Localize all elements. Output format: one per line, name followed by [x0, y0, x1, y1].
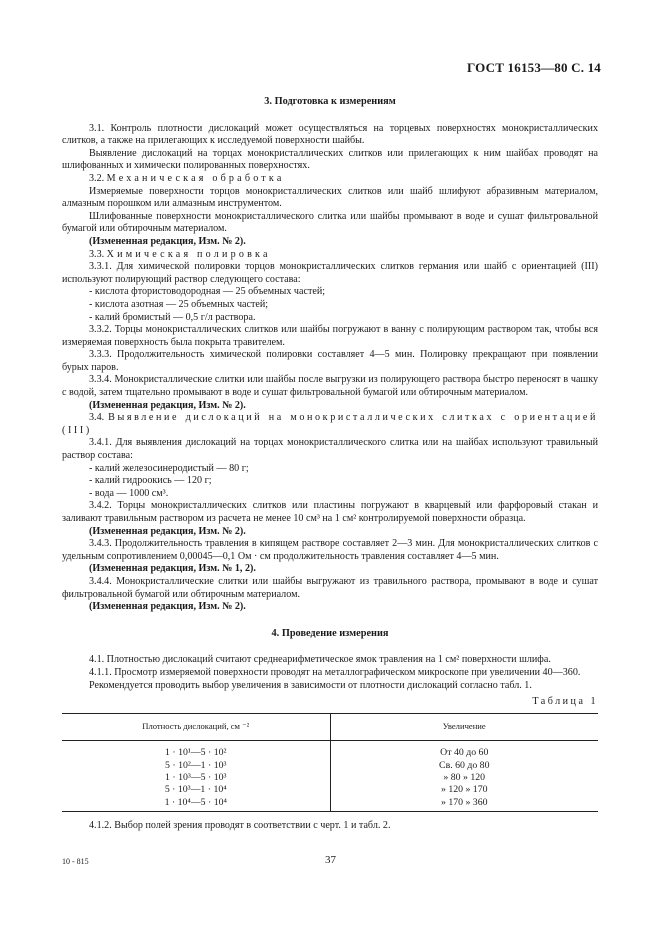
list-item: - кислота фтористоводородная — 25 объемных частей; — [89, 286, 326, 298]
list-item: - кислота азотная — 25 объемных частей; — [89, 298, 269, 310]
paragraph-3-3-4: 3.3.4. Монокристаллические слитки или шайбы после выгрузки из полирующего раствора быстро переносят в чашку с водой, затем тщательно промывают в воде и сушат фильтровальной бумагой или обтирочным материалом. — [62, 374, 598, 399]
magnification-cell: » 170 » 360 — [330, 797, 598, 812]
subsection-3-4-heading — [62, 412, 598, 437]
paragraph-3-2-washing: Шлифованные поверхности монокристаллического слитка или шайбы промывают в воде и сушат фильтровальной бумагой или обтирочным материалом. — [62, 210, 598, 235]
paragraph-3-4-1: 3.4.1. Для выявления дислокаций на торцах монокристаллического слитка или на шайбах используют травильный раствор состава: — [62, 437, 598, 462]
subsection-3-3-number: 3.3. — [89, 248, 105, 260]
paragraph-3-2-grinding: Измеряемые поверхности торцов монокристаллических слитков или шайб шлифуют абразивным материалом, алмазным порошком или алмазным инструментом. — [62, 185, 598, 210]
page-header: ГОСТ 16153—80 С. 14 — [467, 60, 601, 75]
magnification-cell: От 40 до 60 — [440, 747, 489, 759]
paragraph-3-3-2: 3.3.2. Торцы монокристаллических слитков или шайбы погружают в ванну с полирующим раствором так, чтобы вся измеряемая поверхность была покрыта травителем. — [62, 324, 598, 348]
density-cell: 5 · 10³—1 · 10⁴ — [62, 784, 330, 796]
paragraph-4-1-1-recommendation: Рекомендуется проводить выбор увеличения в зависимости от плотности дислокаций согласно табл. 1. — [89, 679, 532, 691]
magnification-cell: » 120 » 170 — [440, 784, 488, 796]
list-item: - вода — 1000 см³. — [89, 487, 169, 499]
table-row — [62, 760, 598, 772]
subsection-3-2-title: Механическая обработка — [106, 172, 285, 184]
page-number: 37 — [325, 854, 336, 866]
subsection-3-3-title: Химическая полировка — [106, 248, 271, 260]
magnification-cell: » 80 » 120 — [443, 771, 486, 783]
column-header-density: Плотность дислокаций, см ⁻² — [62, 713, 330, 741]
density-cell: 1 · 10³—5 · 10³ — [62, 772, 330, 784]
subsection-3-4-number: 3.4. — [89, 412, 105, 424]
density-cell: 5 · 10²—1 · 10³ — [62, 760, 330, 772]
density-cell: 1 · 10¹—5 · 10² — [62, 741, 330, 760]
subsection-3-3-heading — [62, 249, 598, 262]
paragraph-4-1-2: 4.1.2. Выбор полей зрения проводят в соответствии с черт. 1 и табл. 2. — [89, 819, 391, 831]
amendment-note: (Измененная редакция, Изм. № 1, 2). — [89, 563, 256, 575]
table-row — [62, 784, 598, 796]
amendment-note: (Измененная редакция, Изм. № 2). — [89, 601, 246, 613]
subsection-3-2-number: 3.2. — [89, 172, 105, 184]
amendment-note: (Измененная редакция, Изм. № 2). — [89, 235, 246, 247]
amendment-note: (Измененная редакция, Изм. № 2). — [89, 525, 246, 537]
paragraph-3-3-3: 3.3.3. Продолжительность химической полировки составляет 4—5 мин. Полировку прекращают при появлении бурых паров. — [62, 349, 598, 373]
column-header-magnification: Увеличение — [330, 713, 598, 741]
magnification-cell: Св. 60 до 80 — [439, 759, 490, 771]
footer-print-code: 10 - 815 — [62, 857, 89, 866]
table-label: Таблица 1 — [532, 696, 598, 708]
magnification-table — [62, 713, 598, 812]
table-row — [62, 797, 598, 812]
subsection-3-2-heading — [62, 173, 598, 186]
table-row — [62, 741, 598, 760]
list-item: - калий гидроокись — 120 г; — [89, 475, 212, 487]
paragraph-3-1-detection: Выявление дислокаций на торцах монокристаллических слитков или прилегающих к ним шайбах проводят на шлифованных и химически полированных поверхностях. — [62, 147, 598, 172]
section-4-title: 4. Проведение измерения — [271, 627, 389, 639]
amendment-note: (Измененная редакция, Изм. № 2). — [89, 399, 246, 411]
paragraph-3-4-3: 3.4.3. Продолжительность травления в кипящем растворе составляет 2—3 мин. Для монокристаллических слитков с удельным сопротивлением 0,00045—0,1 Ом · см продолжительность травления составляет 4—5 мин. — [62, 538, 598, 562]
table-row — [62, 772, 598, 784]
density-cell: 1 · 10⁴—5 · 10⁴ — [62, 797, 330, 812]
paragraph-3-1: 3.1. Контроль плотности дислокаций может осуществляться на торцевых поверхностях монокристаллических слитков, а также на прилегающих к исследуемой поверхности шайбы. — [62, 122, 598, 147]
list-item: - калий бромистый — 0,5 г/л раствора. — [89, 311, 256, 323]
paragraph-3-4-4: 3.4.4. Монокристаллические слитки или шайбы выгружают из травильного раствора, промывают в воде и сушат фильтровальной бумагой или обтирочным материалом. — [62, 575, 598, 600]
section-3-title: 3. Подготовка к измерениям — [264, 96, 396, 107]
page-content — [62, 96, 598, 832]
subsection-3-4-title: Выявление дислокаций на монокристаллических слитках с ориентацией (III) — [62, 412, 598, 436]
paragraph-4-1-1: 4.1.1. Просмотр измеряемой поверхности проводят на металлографическом микроскопе при увеличении 40—360. — [89, 666, 581, 678]
table-header-row — [62, 713, 598, 741]
paragraph-4-1: 4.1. Плотностью дислокаций считают среднеарифметическое ямок травления на 1 см² поверхности шлифа. — [89, 654, 551, 666]
paragraph-3-4-2: 3.4.2. Торцы монокристаллических слитков или пластины погружают в кварцевый или фарфоровый стакан и заливают травильным раствором из расчета не менее 10 см³ на 1 см² контролируемой поверхности образца. — [62, 500, 598, 524]
paragraph-3-3-1: 3.3.1. Для химической полировки торцов монокристаллических слитков германия или шайб с ориентацией (III) используют полирующий раствор следующего состава: — [62, 261, 598, 285]
list-item: - калий железосинеродистый — 80 г; — [89, 462, 249, 474]
